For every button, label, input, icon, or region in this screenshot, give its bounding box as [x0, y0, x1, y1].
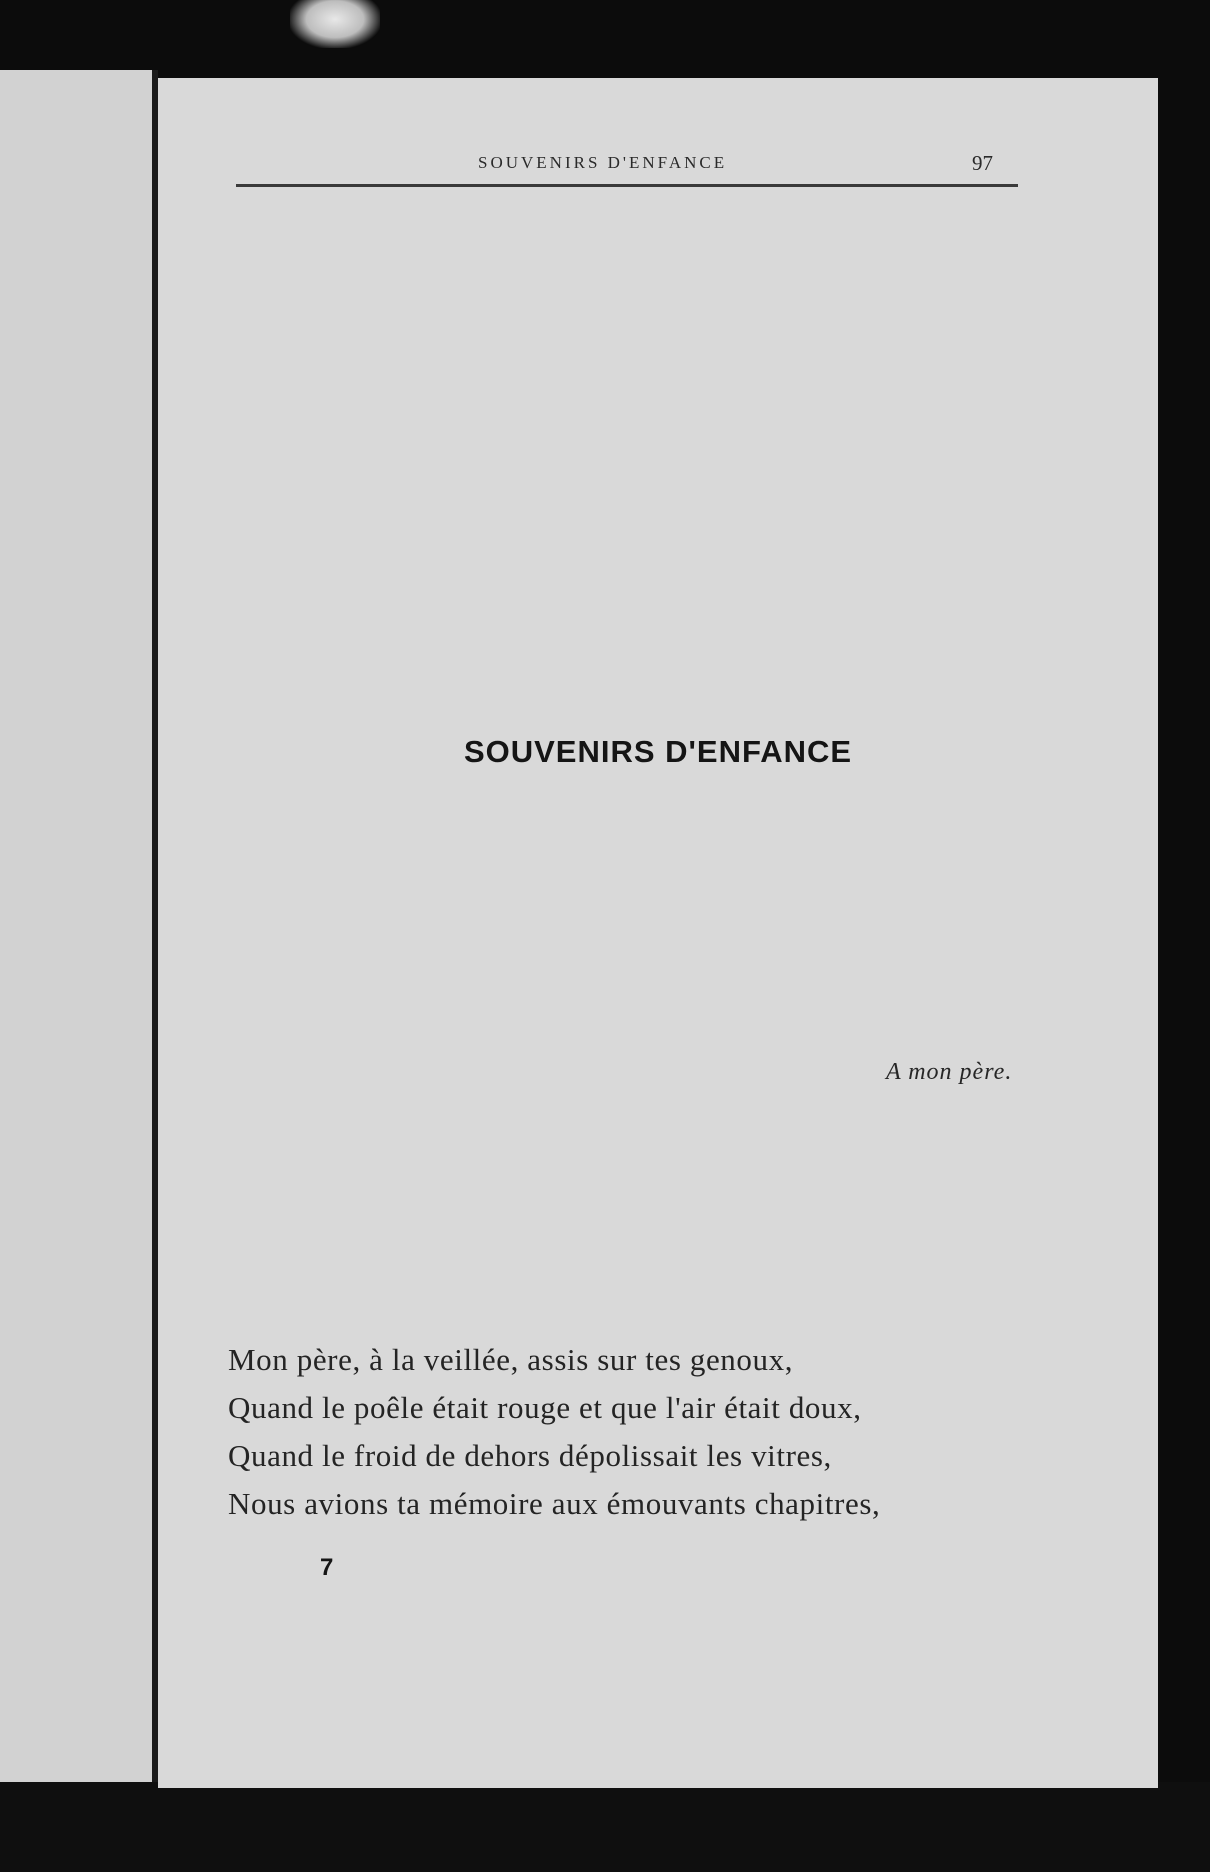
poem-title: SOUVENIRS D'ENFANCE — [463, 734, 853, 769]
dedication: A mon père. — [886, 1059, 1013, 1085]
page-right-margin — [1156, 78, 1210, 1788]
poem-verses — [228, 1336, 880, 1528]
signature-mark: 7 — [320, 1554, 334, 1581]
previous-page-edge — [0, 70, 158, 1782]
verse-line: Nous avions ta mémoire aux émouvants chapitres, — [228, 1486, 881, 1521]
verse-line: Quand le poêle était rouge et que l'air était doux, — [228, 1390, 862, 1425]
header-rule — [236, 184, 1018, 187]
verse-line: Mon père, à la veillée, assis sur tes genoux, — [228, 1342, 794, 1377]
page-number: 97 — [972, 151, 993, 175]
book-page — [158, 78, 1158, 1788]
verse-line: Quand le froid de dehors dépolissait les vitres, — [228, 1438, 832, 1473]
running-head-title: SOUVENIRS D'ENFANCE — [478, 153, 728, 172]
scan-bottom-band — [0, 1782, 1210, 1872]
scan-smudge — [290, 0, 380, 48]
